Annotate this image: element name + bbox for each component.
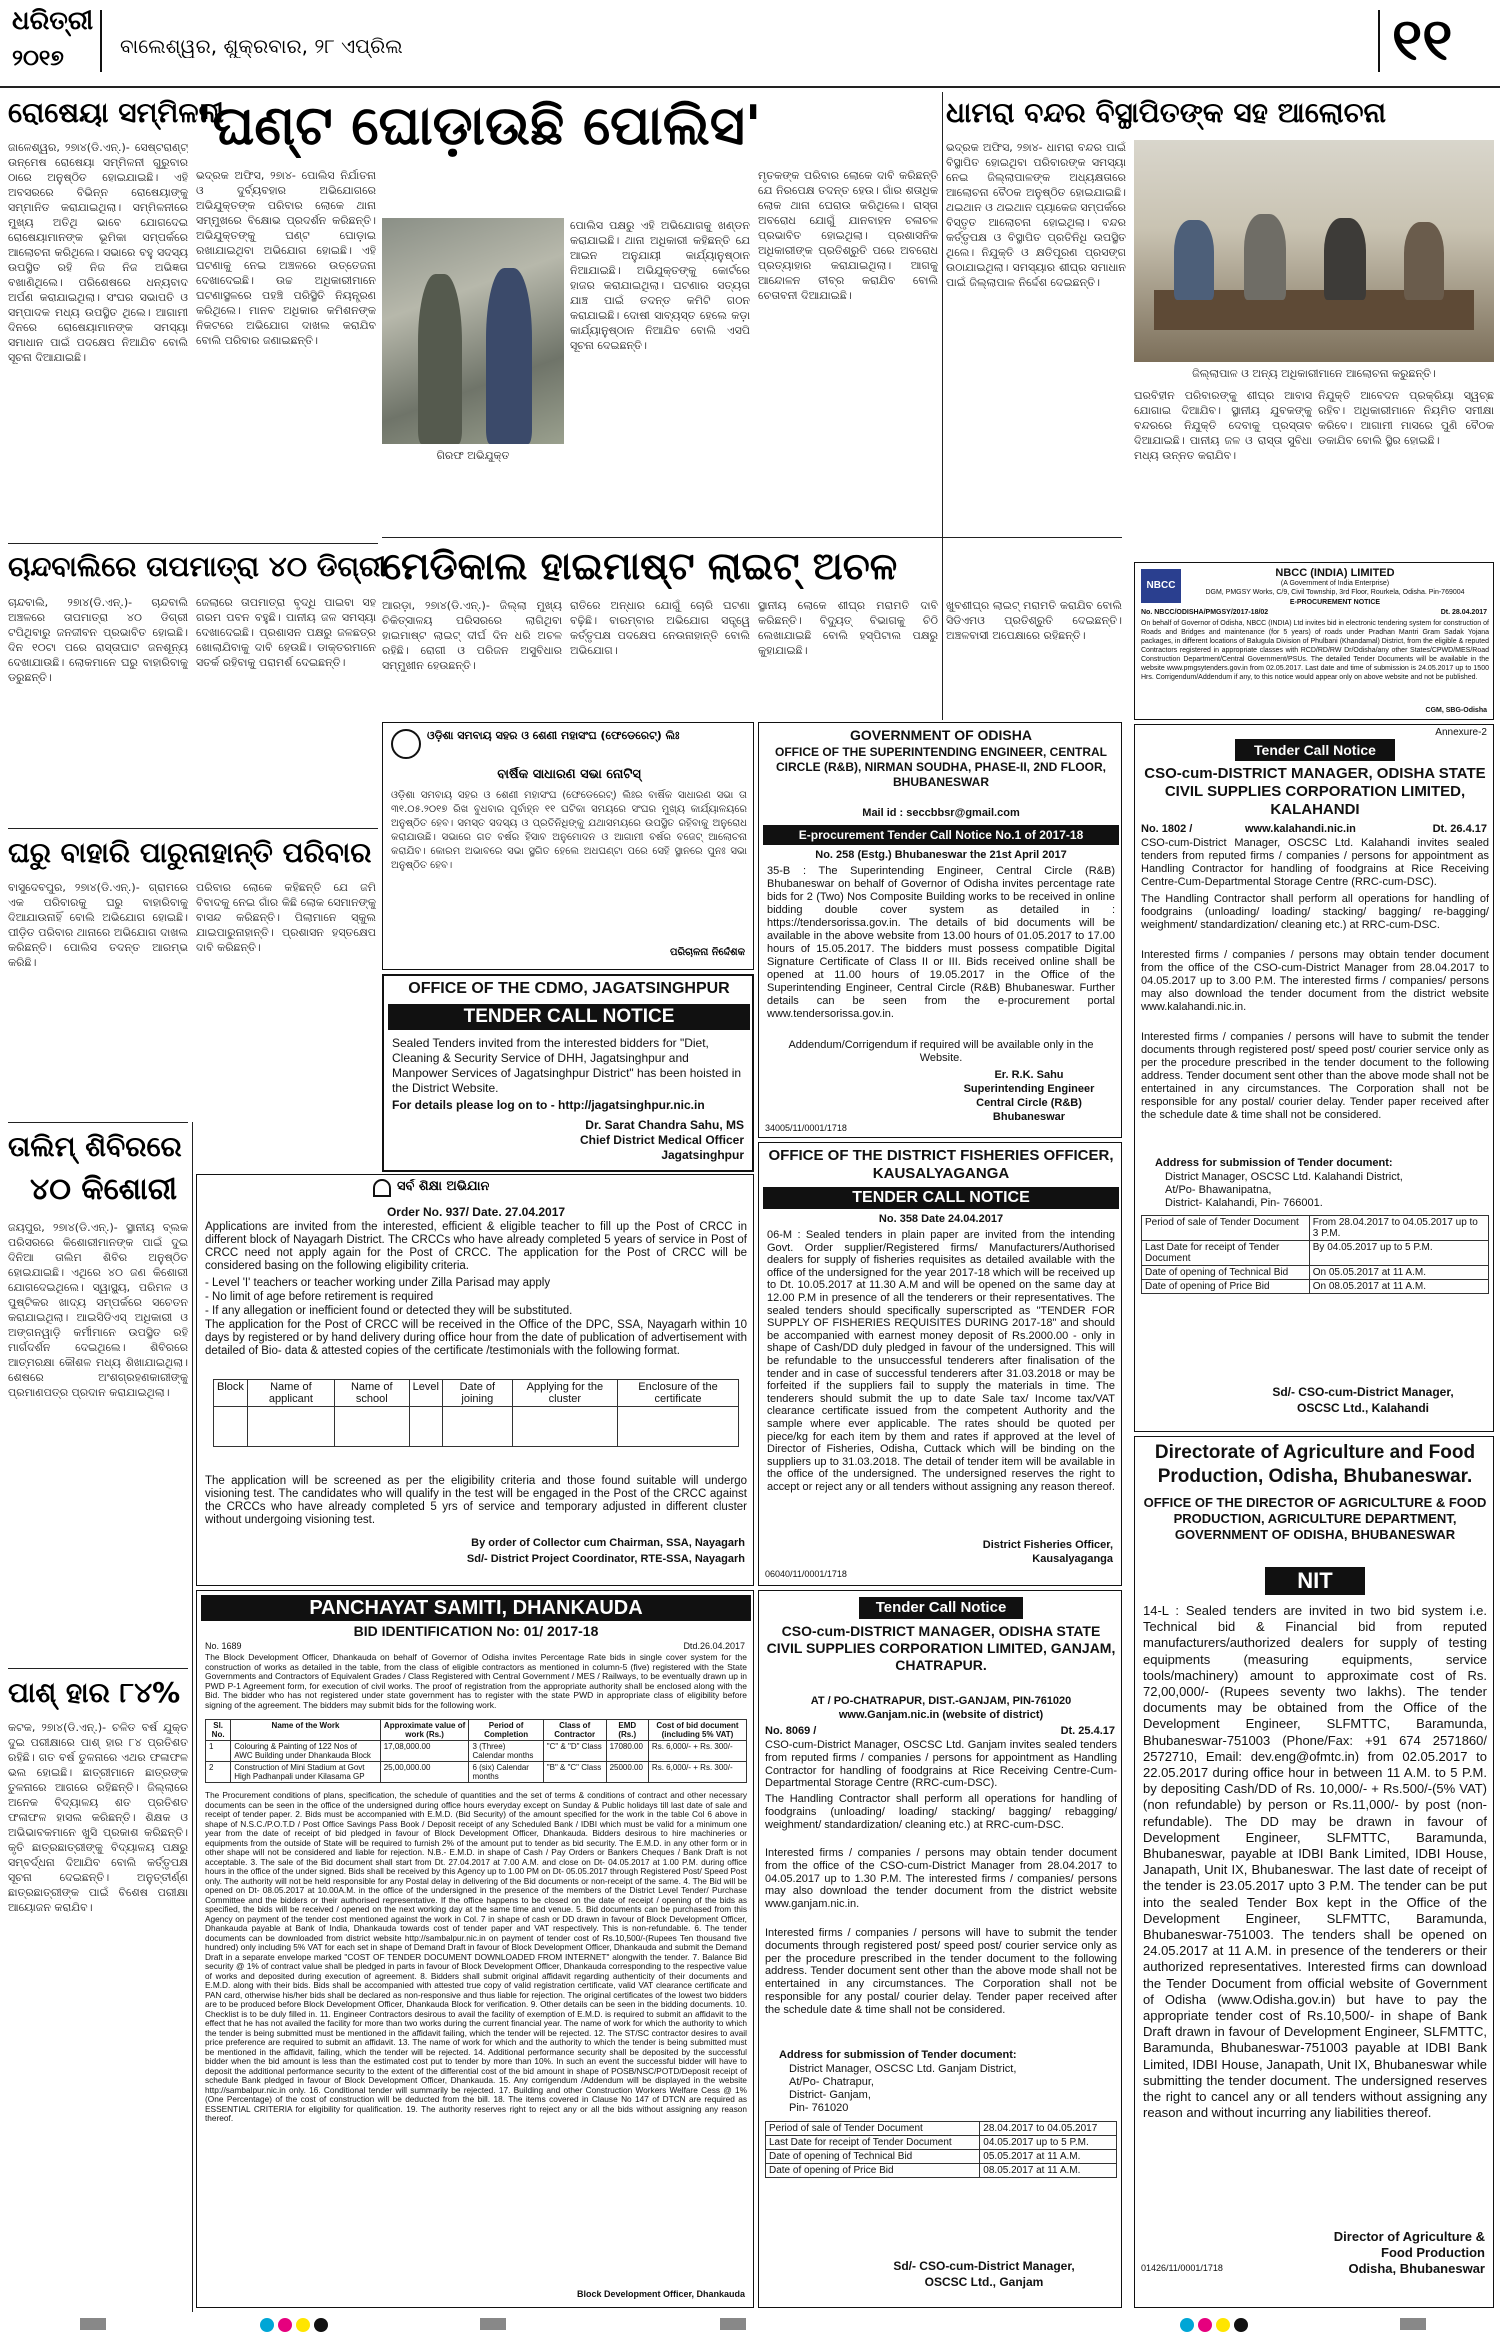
- ssa-col-enclosure: Enclosure of the certificate: [618, 1380, 739, 1407]
- agriculture-body: 14-L : Sealed tenders are invited in two bid system i.e. Technical bid & Financial bid from reputed manufacturers/authorized dealers for supply of testing equipments (measuring equipments, service tools/machinery) amount to approximate cost of Rs. 72,00,000/- (Rupees seventy two lakhs). The tender documents may be obtained from the Office of the Development Engineer, SLFMTTC, Baramunda, Bhubaneswar-751003 (Phone/Fax: +91 674 2571860/ 2572710, Email: dev.eng@ofmtc.in) from 02.05.2017 to 22.05.2017 during office hour in between 11 A.M. to 5 P.M. by depositing Cash/DD of Rs. 10,000/- + Rs.500/-(5% VAT) (non refundable) by person or Rs.11,000/- by post (non-refundable). The DD may be drawn in favour of Development Engineer, SLFMTTC, Baramunda, Bhubaneswar, payable at IDBI Bank Limited, IDBI House, Janapath, Unit IX, Bhubaneswar. The last date of receipt of the tender is 23.05.2017 upto 3 P.M. The tender can be put into the sealed Tender Box kept in the Office of the Development Engineer, SLFMTTC, Baramunda, Bhubaneswar-751003. The tenders shall be opened on 24.05.2017 at 11 A.M. in presence of the tenderers or their authorized representatives. Interested firms can download the Tender Document from official website of Government of Odisha (www.Odisha.gov.in) but have to pay the appropriate tender cost of Rs.10,500/- in shape of Bank Draft drawn in favour of Development Engineer, SLFMTTC, Baramunda, Bhubaneswar-751003 payable at IDBI Bank Limited, IDBI House, Janapath, Unit IX, Bhubaneswar while submitting the tender document. The undersigned reserves the right to cancel any or all tenders without assigning any reason and without incurring any liabilities thereof.: [1143, 1603, 1487, 2121]
- cooperative-signoff: ପରିଚାଳନା ନିର୍ଦ୍ଦେଶକ: [670, 947, 745, 958]
- table-cell: Colouring & Painting of 122 Nos of AWC Building under Dhankauda Block: [231, 1741, 380, 1762]
- headline-dhamra: ଧାମରା ବନ୍ଦର ବିସ୍ଥାପିତଙ୍କ ସହ ଆଲୋଚନା: [946, 96, 1387, 129]
- story-family-text: ବାସୁଦେବପୁର, ୨୭ା୪(ଡି.ଏନ୍.)- ଗ୍ରାମରେ ଏକ ପରିବାରକୁ ଘରୁ ବାହାରିବାକୁ ଦିଆଯାଉନାହିଁ ବୋଲି ଅଭିଯୋଗ ହୋଇଛି। ପୀଡ଼ିତ ପରିବାର ଥାନାରେ ଅଭିଯୋଗ ଦାଖଲ କରିଛନ୍ତି। ପୋଲିସ ତଦନ୍ତ ଆରମ୍ଭ କରିଛି।: [8, 881, 188, 969]
- panchayat-col-cost: Cost of bid document (including 5% VAT): [648, 1720, 746, 1741]
- table-row: [206, 1741, 747, 1762]
- schedule-label: Period of sale of Tender Document: [1142, 1216, 1310, 1241]
- kalahandi-website[interactable]: www.kalahandi.nic.in: [1245, 823, 1356, 835]
- table-row: [766, 2150, 1117, 2164]
- rule-left-2: [8, 828, 378, 829]
- cdmo-sign-3: Jagatsinghpur: [661, 1148, 744, 1162]
- kalahandi-address-2: At/Po- Bhawanipatna,: [1165, 1184, 1272, 1196]
- agriculture-title: Directorate of Agriculture and Food Production, Odisha, Bhubaneswar.: [1154, 1442, 1476, 1487]
- agriculture-sign-3: Odisha, Bhubaneswar: [1348, 2261, 1485, 2276]
- ganjam-address: AT / PO-CHATRAPUR, DIST.-GANJAM, PIN-761020: [810, 1695, 1072, 1707]
- registration-grey-2: [480, 2318, 506, 2330]
- photo-caption-right: ଜିଲ୍ଲାପାଳ ଓ ଅନ୍ୟ ଅଧିକାରୀମାନେ ଆଲୋଚନା କରୁଛନ୍ତି।: [1192, 367, 1436, 380]
- ganjam-body-2: The Handling Contractor shall perform all operations for handling of foodgrains (unloading/ loading/ stacking/ bagging/ rebagging/ weighment/ standardization/ cleaning etc.) at RRC-cum-DSC.: [765, 1793, 1117, 1831]
- story-dhamra-col2: ଘରବିହୀନ ପରିବାରଙ୍କୁ ଶୀଘ୍ର ଆବାସ ଯୋଗାଇ ଦିଆଯିବ। ସ୍ଥାନୀୟ ଯୁବକଙ୍କୁ ବନ୍ଦରରେ ନିଯୁକ୍ତି ଦେବାକୁ ପ୍ରସ୍ତାବ ଦିଆଯାଇଛି। ପାନୀୟ ଜଳ ଓ ରାସ୍ତା ସୁବିଧା ମଧ୍ୟ ଉନ୍ନତ କରାଯିବ।: [1134, 389, 1312, 462]
- notice-oscsc-ganjam: [758, 1590, 1122, 2308]
- photo-person-4: [1404, 222, 1444, 300]
- kalahandi-schedule-table: [1141, 1215, 1489, 1294]
- table-cell: 25,00,000.00: [380, 1762, 469, 1783]
- panchayat-subtitle: BID IDENTIFICATION No: 01/ 2017-18: [353, 1623, 599, 1639]
- registration-magenta-2: [1198, 2318, 1212, 2332]
- table-cell: 2: [206, 1762, 231, 1783]
- kalahandi-body-3: Interested firms / companies / persons may obtain tender document from the office of the CSO-cum-District Manager from 28.04.2017 to 04.05.2017 up to 3.00 P.M. The interested firms / companies/ persons may also download the tender document from the district website www.kalahandi.nic.in.: [1141, 949, 1489, 1013]
- rule-left-4: [8, 1668, 188, 1669]
- cdmo-office: OFFICE OF THE CDMO, JAGATSINGHPUR: [408, 980, 730, 997]
- nbcc-signoff: CGM, SBG-Odisha: [1425, 707, 1487, 714]
- ssa-col-block: Block: [214, 1380, 248, 1407]
- ganjam-schedule: [765, 2121, 1117, 2178]
- table-cell: 6 (six) Calendar months: [469, 1762, 543, 1783]
- fisheries-title: OFFICE OF THE DISTRICT FISHERIES OFFICER, KAUSALYAGANGA: [768, 1147, 1114, 1182]
- schedule-value: From 28.04.2017 to 04.05.2017 up to 3 P.M.: [1309, 1216, 1488, 1241]
- ssa-criteria-3: - If any allegation or inefficient found or detected they will be substituted.: [205, 1305, 573, 1317]
- kalahandi-address-3: District- Kalahandi, Pin- 766001.: [1165, 1197, 1323, 1209]
- headline-training-1: ତାଲିମ୍ ଶିବିରରେ: [8, 1130, 182, 1163]
- registration-magenta-1: [278, 2318, 292, 2332]
- nbcc-address: DGM, PMGSY Works, C/9, Civil Township, 3rd Floor, Rourkela, Odisha. Pin-769004: [1205, 589, 1465, 596]
- story-medical-col4: ଖୁବଶୀଘ୍ର ଲାଇଟ୍ ମରାମତି କରାଯିବ ବୋଲି ସିଡିଏମଓ ପ୍ରତିଶ୍ରୁତି ଦେଇଛନ୍ତି। ଅଞ୍ଚଳବାସୀ ଅପେକ୍ଷାରେ ରହିଛନ୍ତି।: [946, 599, 1122, 642]
- ganjam-address-1: District Manager, OSCSC Ltd. Ganjam District,: [789, 2063, 1017, 2075]
- table-row: [1142, 1266, 1489, 1280]
- ganjam-body-3: Interested firms / companies / persons may obtain tender document from the office of the CSO-cum-District Manager from 28.04.2017 to 04.05.2017 up to 1.30 P.M. The interested firms / companies/ persons may also download the tender document from the district website www.ganjam.nic.in.: [765, 1847, 1117, 1911]
- schedule-label: Last Date for receipt of Tender Document: [1142, 1241, 1310, 1266]
- ganjam-address-2: At/Po- Chatrapur,: [789, 2076, 874, 2088]
- panchayat-works-table: [205, 1719, 747, 1783]
- kalahandi-body-2: The Handling Contractor shall perform all operations for handling of foodgrains (unloading/ loading/ stacking/ bagging/ re-bagging/ weighment/ standardization/ cleaning etc.) at RRC-cum-DSC.: [1141, 893, 1489, 931]
- registration-cyan-2: [1180, 2318, 1194, 2332]
- table-cell: 17080.00: [606, 1741, 648, 1762]
- registration-cyan-1: [260, 2318, 274, 2332]
- headline-training-2: ୪୦ କିଶୋରୀ: [30, 1172, 178, 1207]
- schedule-value: 05.05.2017 at 11 A.M.: [980, 2150, 1117, 2164]
- ganjam-date: Dt. 25.4.17: [1060, 1725, 1115, 1737]
- masthead-divider-right: [1378, 10, 1380, 72]
- story-medical-col1: ଆରଡ଼ା, ୨୭ା୪(ଡି.ଏନ୍.)- ଜିଲ୍ଲା ମୁଖ୍ୟ ଚିକିତ୍ସାଳୟ ପରିସରରେ ଲାଗିଥିବା ହାଇମାଷ୍ଟ ଲାଇଟ୍ ଦୀର୍ଘ ଦିନ ଧରି ଅଚଳ ରହିଛି। ରୋଗୀ ଓ ପରିଜନ ଅସୁବିଧାର ସମ୍ମୁଖୀନ ହେଉଛନ୍ତି।: [382, 599, 562, 672]
- cdmo-website-line[interactable]: For details please log on to - http://jagatsinghpur.nic.in: [392, 1098, 705, 1112]
- ganjam-title: CSO-cum-DISTRICT MANAGER, ODISHA STATE CIVIL SUPPLIES CORPORATION LIMITED, GANJAM, CHATRAPUR.: [766, 1623, 1116, 1673]
- notice-nbcc: [1134, 562, 1494, 720]
- registration-yellow-2: [1216, 2318, 1230, 2332]
- ssa-col-cluster: Applying for the cluster: [512, 1380, 617, 1407]
- story-roshoya-text: ଜାଳେଶ୍ୱର, ୨୭ା୪(ଡି.ଏନ୍.)- ସେଷ୍ଟରାଣ୍ଟ୍ ଉନ୍ମେଷ ରୋଷେୟା ସମ୍ମିଳନୀ ଗୁରୁବାର ଠାରେ ଅନୁଷ୍ଠିତ ହୋଇଯାଇଛି। ଏହି ଅବସରରେ ବିଭିନ୍ନ ରୋଷେୟାଙ୍କୁ ସମ୍ମାନିତ କରାଯାଇଥିଲା। ସମ୍ମିଳନୀରେ ମୁଖ୍ୟ ଅତିଥି ଭାବେ ଯୋଗଦେଇ ରୋଷେୟାମାନଙ୍କ ଭୂମିକା ସମ୍ପର୍କରେ ଆଲୋଚନା କରିଥିଲେ। ସଭାରେ ବହୁ ସଦସ୍ୟ ଉପସ୍ଥିତ ରହି ନିଜ ନିଜ ଅଭିଜ୍ଞତା ବଖାଣିଥିଲେ। ପରିଶେଷରେ ଧନ୍ୟବାଦ ଅର୍ପଣ କରାଯାଇଥିଲା। ସଂଘର ସଭାପତି ଓ ସମ୍ପାଦକ ମଧ୍ୟ ଉପସ୍ଥିତ ଥିଲେ। ଆଗାମୀ ଦିନରେ ରୋଷେୟାମାନଙ୍କ ସମସ୍ୟା ସମାଧାନ ପାଇଁ ପଦକ୍ଷେପ ନିଆଯିବ ବୋଲି ସୂଚନା ଦିଆଯାଇଛି।: [8, 141, 188, 364]
- panchayat-col-work: Name of the Work: [231, 1720, 380, 1741]
- rnb-sign-3: Central Circle (R&B): [976, 1097, 1082, 1109]
- table-row: [766, 2122, 1117, 2136]
- table-row: [214, 1407, 739, 1447]
- rnb-title-1: GOVERNMENT OF ODISHA: [849, 727, 1032, 743]
- kalahandi-title: CSO-cum-DISTRICT MANAGER, ODISHA STATE CIVIL SUPPLIES CORPORATION LIMITED, KALAHANDI: [1144, 765, 1486, 818]
- kalahandi-address-1: District Manager, OSCSC Ltd. Kalahandi District,: [1165, 1171, 1403, 1183]
- rnb-code: 34005/11/0001/1718: [765, 1123, 847, 1133]
- story-family-text-2: ପରିବାର ଲୋକେ କହିଛନ୍ତି ଯେ ଜମି ବିବାଦକୁ ନେଇ ଗାଁର କିଛି ଲୋକ ସେମାନଙ୍କୁ ବାସନ୍ଦ କରିଛନ୍ତି। ପିଲାମାନେ ସ୍କୁଲ ଯାଇପାରୁନାହାନ୍ତି। ପ୍ରଶାସନ ହସ୍ତକ୍ଷେପ ଦାବି କରିଛନ୍ତି।: [196, 881, 376, 954]
- notice-oscsc-kalahandi: [1134, 724, 1494, 1432]
- kalahandi-address-heading: Address for submission of Tender document:: [1155, 1157, 1393, 1169]
- table-row: [206, 1762, 747, 1783]
- headline-medical: ମେଡିକାଲ ହାଇମାଷ୍ଟ ଲାଇଟ୍ ଅଚଳ: [382, 544, 898, 588]
- agriculture-code: 01426/11/0001/1718: [1141, 2263, 1223, 2273]
- ssa-body-3: The application will be screened as per the eligibility criteria and those found suitable will undergo visioning test. The candidates who will qualify in the test will be engaged in the Post of the CRCC against the CRCCs who have already completed 5 yrs of service and temporary adjusted in different cluster without undergoing visioning test.: [205, 1475, 747, 1526]
- ssa-criteria-1: - Level 'I' teachers or teacher working under Zilla Parisad may apply: [205, 1277, 551, 1289]
- nbcc-ref: No. NBCC/ODISHA/PMGSY/2017-18/02: [1141, 609, 1269, 616]
- rnb-title-2: OFFICE OF THE SUPERINTENDING ENGINEER, CENTRAL CIRCLE (R&B), NIRMAN SOUDHA, PHASE-II, 2ND FLOOR, BHUBANESWAR: [774, 745, 1107, 789]
- dateline: ବାଲେଶ୍ୱର, ଶୁକ୍ରବାର, ୨୮ ଏପ୍ରିଲ: [120, 34, 403, 58]
- ganjam-ref: No. 8069 /: [765, 1725, 817, 1737]
- cooperative-notice-heading: ବାର୍ଷିକ ସାଧାରଣ ସଭା ନୋଟିସ୍: [497, 767, 641, 782]
- story-main-col1: ଭଦ୍ରକ ଅଫିସ, ୨୭ା୪- ପୋଲିସ ନିର୍ଯାତନା ଓ ଦୁର୍ବ୍ୟବହାର ଅଭିଯୋଗରେ ଅଭିଯୁକ୍ତଙ୍କ ପରିବାର ଲୋକେ ଥାନା ସମ୍ମୁଖରେ ବିକ୍ଷୋଭ ପ୍ରଦର୍ଶନ କରିଛନ୍ତି। ଅଭିଯୁକ୍ତଙ୍କୁ ଘଣ୍ଟ ଘୋଡ଼ାଇ ରଖାଯାଇଥିବା ଅଭିଯୋଗ ହୋଇଛି। ଏହି ଘଟଣାକୁ ନେଇ ଅଞ୍ଚଳରେ ଉତ୍ତେଜନା ଦେଖାଦେଇଛି। ଉଚ୍ଚ ଅଧିକାରୀମାନେ ଘଟଣାସ୍ଥଳରେ ପହଞ୍ଚି ପରିସ୍ଥିତି ନିୟନ୍ତ୍ରଣ କରିଥିଲେ। ମାନବ ଅଧିକାର କମିଶନଙ୍କ ନିକଟରେ ଅଭିଯୋଗ ଦାଖଲ କରାଯିବ ବୋଲି ପରିବାର ଜଣାଇଛନ୍ତି।: [196, 169, 376, 347]
- ssa-body-2: The application for the Post of CRCC will be received in the Office of the DPC, SSA, Nayagarh within 10 days by registered or by hand delivery during office hour from the date of publication of advertisement with detailed of Bio- data & attested copies of the certificate /testimonials with the following format.: [205, 1319, 747, 1357]
- ssa-col-level: Level: [409, 1380, 442, 1407]
- table-header-row: [214, 1380, 739, 1407]
- schedule-label: Date of opening of Price Bid: [766, 2164, 980, 2178]
- story-column-rule: [942, 92, 943, 720]
- ganjam-schedule-table: [765, 2121, 1117, 2178]
- fisheries-body: 06-M : Sealed tenders in plain paper are invited from the intending Govt. Order supplier/Registered firms/ Manufacturers/Authorised dealers for supply of fisheries requisites as detailed available with the office of the undersigned for the year 2017-18 which will be received up to Dt. 10.05.2017 at 11.30 A.M and will be opened on the same day at 12.00 P.M in presence of all the tenderers or their representatives. The sealed tenders should specifically superscripted as "TENDER FOR SUPPLY OF FISHERIES REQUISITES DURING 2017-18" and should be accompanied with earnest money deposit of Rs.2000.00 - only in shape of Cash/DD duly pledged in favour of the undersigned. This will be refundable to the unsuccessful tenderers after finalisation of the tender and in case of successful tenderers after 31.03.2018 or may be forfeited if the suppliers fail to supply the materials in time. The tenderers should submit the up to date Sale tax/ Income tax/VAT clearance certificate issued from the competent Authority and the sample where ever applicable. The rates should be quoted per piece/kg for each item by them and rates if approved at the level of Director of Fisheries, Odisha, Cuttack which will be binding on the suppliers up to 31.03.2018. The detail of tender item will be available in the office of the undersigned. The undersigned reserves the right to accept or reject any or all tenders without assigning any reason thereof.: [767, 1229, 1115, 1493]
- table-cell: 17,08,000.00: [380, 1741, 469, 1762]
- table-row: [766, 2164, 1117, 2178]
- panchayat-body: The Block Development Officer, Dhankauda on behalf of Governor of Odisha invites Percentage Rate bids in single cover system for the construction of works as detailed in the table, from the class of eligible contractors as mentioned in column-5 (five) registered with the State Governments and Contractors of Equivalent Grades / Class Registered with Central Government / MES / Railways, to be eventually drawn up in PWD P-1 Agreement form, for execution of civil works. The proof of registration from the appropriate authority shall be enclosed along with the Bid. The bidder who has not registered under state government has to register with the state PWD in appropriate class of eligibility before signing of the agreement. The bidders may submit bids for the following work.: [205, 1653, 747, 1710]
- ganjam-body-1: CSO-cum-District Manager, OSCSC Ltd. Ganjam invites sealed tenders from reputed firms / companies / persons for appointment as Handling Contractor for handling of foodgrains at Rice Receiving Centre-Cum-Departmental Storage Centre (RRC-cum-DSC).: [765, 1739, 1117, 1790]
- ssa-logo-icon: [373, 1179, 391, 1197]
- schedule-value: 28.04.2017 to 04.05.2017: [980, 2122, 1117, 2136]
- ganjam-website[interactable]: www.Ganjam.nic.in (website of district): [838, 1709, 1044, 1721]
- fisheries-code: 06040/11/0001/1718: [765, 1569, 847, 1579]
- rnb-sign-4: Bhubaneswar: [992, 1111, 1066, 1123]
- panchayat-fine-print: The Procurement conditions of plans, specification, the schedule of quantities and the set of terms & conditions of contract and other necessary documents can be seen in the office of the undersigned during office hours everyday except on Sunday & Public holidays till last date of sale and receipt of tender paper. 2. Bids must be accompanied with E.M.D. (Bid Security) of the amount specified for the work in the table Col 6 above in shape of N.S.C./P.O.T.D / Post Office Savings Pass Book / Deposit receipt of any Scheduled Bank / IDBI which must be valid for a minimum one year from the date of receipt of bid pledged in favour of Block Development Officer, Dhankauda. Bidders desirous to hire machineries or equipments from the outside of State will be required to furnish 2% of the amount put to tender as bid security. The E.M.D. in any other form or in other shape will not be considered and liable for rejection. N.B.- E.M.D. in shape of Cash / Pay Orders or Bankers Cheques / Bank Draft is not acceptable. 3. The sale of the Bid document shall start from Dt. 27.04.2017 at 7.00 A.M. and close on Dt- 04.05.2017 at 1.00 P.M. during office hours in the office of the under signed. Bids shall be received by this Agency up to 1.00 PM on Dt- 05.05.2017 through Registered Post/ Speed Post only. The authority will not be held responsible for any Postal delay in delivering of the Bid documents or non-receipt of the same. 4. The Bid will be opened on Dt- 08.05.2017 at 10.00A.M. in the office of the undersigned in the presence of the members of the District Level Tender/ Purchase Committee and the bidders or their authorised representative. If the office happens to be closed on the date of receipt / opening of the bids as specified, the bids will be received / opened on the next working day at the same time and venue. 5. Bid documents can be purchased from this Agency on payment of the tender cost mentioned against the work in Col. 7 in shape of cash or DD drawn in favour of Block Development Officer, Dhankauda payable at Bank of India, Dhankauda towards cost of tender paper and VAT respectively. This is non-refundable. 6. The tender documents can be downloaded from district website http://sambalpur.nic.in on payment of tender cost of Rs.10,500/-(Rupees Ten thousand five hundred) only including 5% VAT for each set in shape of Demand Draft in favour of Block Development Officer, Dhankauda and submit the Demand Draft in a separate envelope marked "COST OF TENDER DOCUMENT DOWNLOADED FROM INTERNET" alongwith the tender. 7. Balance Bid security @ 1% of contract value shall be pledged in parts in favour of Block Development Officer, Dhankauda corresponding to the respective value of works and deposited during execution of agreement. 8. Bidders shall submit original affidavit regarding authenticity of their documents and E.M.D. along with their bids. Bids shall be accompanied with attested true copy of valid registration certificate, valid VAT clearance certificate and PAN card, otherwise his/her bids shall be declared as non-responsive and thus liable for rejection. The original certificates of the lowest two bidders are to be produced before Block Development Officer, Dhankauda Block for verification. 9. Other details can be seen in the bidding documents. 10. Checklist is to be duly filled in. 11. Engineer Contractors desirous to avail the facility of exemption of E.M.D. is required to submit an affidavit to the effect that he has not availed the facility for more than two works during the current financial year. The name of work for which the authority to which the tender is being submitted must be mentioned in the affidavit failing, which the tender will be rejected. 12. The ST/SC contractor desires to avail price preference are required to submit an affidavit. 13. The name of work for which and the authority to which the tender is being submitted must be mentioned in the affidavit, failing, which the tender will be rejected. 14. Additional performance security shall be deposited by the successful bidder when the bid amount is less than the estimated cost put to tender by more than 10%. In such an event the successful bidder will have to deposit the additional performance security to the extent of the differential cost of the bid amount in shape of POSB/NSC/POTD/Deposit receipt of schedule Bank pledged in favour of Block Development Officer, Dhankauda. 15. Any corrigendum /Addendum will be displayed in the website http://sambalpur.nic.in only. 16. Conditional tender will summarily be rejected. 17. Building and other Construction Workers Welfare Cess @ 1% (One Percentage) of the cost of construction will be deducted from the bill. 18. The items covered in Clause No 147 of DTCN are required as ESSENTIAL CRITERIA for eligibility for qualification. 19. The authority reserves right to reject any or all the bids without assigning any reason thereof.: [205, 1791, 747, 2123]
- paper-name: ଧରିତ୍ରୀ: [12, 6, 94, 36]
- story-main-col2: ପୋଲିସ ପକ୍ଷରୁ ଏହି ଅଭିଯୋଗକୁ ଖଣ୍ଡନ କରାଯାଇଛି। ଥାନା ଅଧିକାରୀ କହିଛନ୍ତି ଯେ ଆଇନ ଅନୁଯାୟୀ କାର୍ଯ୍ୟାନୁଷ୍ଠାନ ନିଆଯାଇଛି। ଅଭିଯୁକ୍ତଙ୍କୁ କୋର୍ଟରେ ହାଜର କରାଯାଇଥିଲା। ଘଟଣାର ସତ୍ୟତା ଯାଞ୍ଚ ପାଇଁ ତଦନ୍ତ କମିଟି ଗଠନ କରାଯାଇଛି। ଦୋଷୀ ସାବ୍ୟସ୍ତ ହେଲେ କଡ଼ା କାର୍ଯ୍ୟାନୁଷ୍ଠାନ ନିଆଯିବ ବୋଲି ଏସପି ସୂଚନା ଦେଇଛନ୍ତି।: [570, 219, 750, 352]
- table-row: [1142, 1280, 1489, 1294]
- story-dhamra-col1: ଭଦ୍ରକ ଅଫିସ, ୨୭ା୪- ଧାମରା ବନ୍ଦର ପାଇଁ ବିସ୍ଥାପିତ ହୋଇଥିବା ପରିବାରଙ୍କ ସମସ୍ୟା ନେଇ ଜିଲ୍ଲାପାଳଙ୍କ ଅଧ୍ୟକ୍ଷତାରେ ଆଲୋଚନା ବୈଠକ ଅନୁଷ୍ଠିତ ହୋଇଯାଇଛି। ଥଇଥାନ ଓ ଥଇଥାନ ପ୍ୟାକେଜ ସମ୍ପର୍କରେ ବିସ୍ତୃତ ଆଲୋଚନା ହୋଇଥିଲା। ବନ୍ଦର କର୍ତ୍ତୃପକ୍ଷ ଓ ବିସ୍ଥାପିତ ପ୍ରତିନିଧି ଉପସ୍ଥିତ ଥିଲେ। ନିଯୁକ୍ତି ଓ କ୍ଷତିପୂରଣ ପ୍ରସଙ୍ଗ ଉଠାଯାଇଥିଲା। ସମସ୍ୟାର ଶୀଘ୍ର ସମାଧାନ ପାଇଁ ଜିଲ୍ଲାପାଳ ନିର୍ଦ୍ଦେଶ ଦେଇଛନ୍ତି।: [946, 141, 1126, 289]
- schedule-value: 04.05.2017 up to 5 P.M.: [980, 2136, 1117, 2150]
- registration-grey-3: [720, 2318, 746, 2330]
- kalahandi-body-1: CSO-cum-District Manager, OSCSC Ltd. Kalahandi invites sealed tenders from reputed firms / companies / persons for appointment as Handling Contractor for handling of foodgrains at Rice Receiving Centre-Cum-Departmental Storage Centre (RRC-cum-DSC).: [1141, 837, 1489, 888]
- ssa-col-school: Name of school: [334, 1380, 409, 1407]
- agriculture-subtitle: OFFICE OF THE DIRECTOR OF AGRICULTURE & FOOD PRODUCTION, AGRICULTURE DEPARTMENT, GOVERNMENT OF ODISHA, BHUBANESWAR: [1143, 1495, 1487, 1542]
- cdmo-sign-1: Dr. Sarat Chandra Sahu, MS: [585, 1118, 744, 1132]
- ganjam-bar: Tender Call Notice: [859, 1597, 1023, 1619]
- rnb-ref: No. 258 (Estg.) Bhubaneswar the 21st April 2017: [815, 849, 1067, 861]
- panchayat-ref: No. 1689: [205, 1641, 242, 1651]
- ganjam-address-3: District- Ganjam,: [789, 2089, 871, 2101]
- fisheries-sign-1: District Fisheries Officer,: [982, 1539, 1113, 1551]
- notice-fisheries: [758, 1142, 1122, 1586]
- table-row: [766, 2136, 1117, 2150]
- schedule-label: Date of opening of Price Bid: [1142, 1280, 1310, 1294]
- photo-person-2: [1244, 214, 1286, 300]
- panchayat-col-sl: Sl. No.: [206, 1720, 231, 1741]
- table-cell: 1: [206, 1741, 231, 1762]
- rnb-mail[interactable]: Mail id : seccbbsr@gmail.com: [862, 807, 1020, 819]
- cdmo-sign-2: Chief District Medical Officer: [579, 1133, 744, 1147]
- photo-caption-main: ଗିରଫ ଅଭିଯୁକ୍ତ: [436, 449, 510, 462]
- table-cell: "C" & "D" Class: [543, 1741, 606, 1762]
- panchayat-col-emd: EMD (Rs.): [606, 1720, 648, 1741]
- photo-figure-1: [418, 274, 462, 444]
- notice-rnb-circle: [758, 722, 1122, 1138]
- ganjam-address-4: Pin- 761020: [789, 2102, 849, 2114]
- rnb-body: 35-B : The Superintending Engineer, Central Circle (R&B) Bhubaneswar on behalf of Governor of Odisha invites percentage rate bids for 2 (Two) Nos Composite Building works to be received in online bidding double cover system as detailed in : https://tendersorissa.gov.in. The details of bid documents will be available in the above website from 13.00 hours of 01.05.2017 to 17.00 hours of 15.05.2017. The bidders must possess compatible Digital Signature Certificate of Class II or III. Bids received online shall be opened at 11.00 hours of 19.05.2017 in the Office of the Superintending Engineer, Central Circle (R&B) Bhubaneswar. Further details can be seen from the e-procurement portal www.tendersorissa.gov.in.: [767, 865, 1115, 1020]
- notice-cdmo: [382, 974, 754, 1172]
- table-row: [1142, 1216, 1489, 1241]
- ganjam-body-4: Interested firms / companies / persons will have to submit the tender documents through registered post/ speed post/ courier service only as per the procedure prescribed in the tender document to the following address. Tender document sent other than the above mode shall not be entertained in any circumstances. The Corporation shall not be responsible for any postal/ courier delay. Tender paper received after the schedule date & time shall not be considered.: [765, 1927, 1117, 2016]
- cooperative-logo: [391, 729, 421, 759]
- fisheries-sign-2: Kausalyaganga: [1032, 1553, 1113, 1565]
- registration-grey-1: [80, 2318, 106, 2330]
- registration-black-1: [314, 2318, 328, 2332]
- ssa-sign-1: By order of Collector cum Chairman, SSA, Nayagarh: [471, 1537, 745, 1549]
- notice-ssa: [196, 1174, 754, 1586]
- schedule-label: Date of opening of Technical Bid: [1142, 1266, 1310, 1280]
- rule-medical-top: [382, 537, 1122, 538]
- ssa-order: Order No. 937/ Date. 27.04.2017: [386, 1205, 566, 1219]
- table-cell: 25000.00: [606, 1762, 648, 1783]
- ssa-format-table: [213, 1379, 739, 1447]
- fisheries-ref: No. 358 Date 24.04.2017: [878, 1213, 1004, 1225]
- left-column-rule: [192, 1122, 193, 2312]
- kalahandi-sign-1: Sd/- CSO-cum-District Manager,: [1272, 1385, 1454, 1399]
- story-temperature-text-2: ଜେଲାରେ ତାପମାତ୍ରା ବୃଦ୍ଧି ପାଇବା ସହ ଗରମ ପବନ ବହୁଛି। ପାନୀୟ ଜଳ ସମସ୍ୟା ଦେଖାଦେଇଛି। ପ୍ରଶାସନ ପକ୍ଷରୁ ଜଳଛତ୍ର ଖୋଲାଯିବାକୁ ଦାବି ହେଉଛି। ଡାକ୍ତରମାନେ ସତର୍କ ରହିବାକୁ ପରାମର୍ଶ ଦେଇଛନ୍ତି।: [196, 596, 376, 669]
- agriculture-sign-2: Food Production: [1381, 2245, 1485, 2260]
- nbcc-notice-type: E-PROCUREMENT NOTICE: [1289, 599, 1381, 606]
- panchayat-table-wrap: [205, 1719, 747, 1783]
- panchayat-col-class: Class of Contractor: [543, 1720, 606, 1741]
- page-number: ୧୧: [1392, 6, 1453, 72]
- nbcc-title: NBCC (INDIA) LIMITED: [1275, 567, 1395, 579]
- nbcc-logo: NBCC: [1141, 569, 1181, 603]
- story-temperature-text: ଚାନ୍ଦବାଲି, ୨୭ା୪(ଡି.ଏନ୍.)- ଚାନ୍ଦବାଲି ଅଞ୍ଚଳରେ ତାପମାତ୍ରା ୪୦ ଡିଗ୍ରୀ ଟପିଥିବାରୁ ଜନଜୀବନ ପ୍ରଭାବିତ ହୋଇଛି। ଦିନ ୧୦ଟା ପରେ ରାସ୍ତାଘାଟ ଜନଶୂନ୍ୟ ଦେଖାଯାଉଛି। ଲୋକମାନେ ଘରୁ ବାହାରିବାକୁ ଡରୁଛନ୍ତି।: [8, 596, 188, 684]
- panchayat-date: Dtd.26.04.2017: [683, 1641, 745, 1651]
- ganjam-sign-1: Sd/- CSO-cum-District Manager,: [893, 2259, 1075, 2273]
- table-cell: Construction of Mini Stadium at Govt High Padhanpali under Kilasama GP: [231, 1762, 380, 1783]
- ssa-body: Applications are invited from the interested, efficient & eligible teacher to fill up the Post of CRCC in different block of Nayagarh District. The CRCCs who have already completed 5 years of service in Post of CRCC need not apply again for the Post of CRCC. The application for the Post of CRCC will be considered basing on the following eligibility criteria.: [205, 1221, 747, 1272]
- rnb-addendum: Addendum/Corrigendum if required will be available only in the Website.: [788, 1039, 1094, 1064]
- ssa-criteria-2: - No limit of age before retirement is required: [205, 1291, 434, 1303]
- notice-agriculture: [1134, 1436, 1494, 2308]
- rnb-sign-1: Er. R.K. Sahu: [994, 1069, 1064, 1081]
- panchayat-signoff: Block Development Officer, Dhankauda: [576, 2289, 745, 2299]
- nbcc-subtitle: (A Government of India Enterprise): [1280, 580, 1390, 587]
- panchayat-col-period: Period of Completion: [469, 1720, 543, 1741]
- registration-black-2: [1234, 2318, 1248, 2332]
- photo-accused: [382, 218, 564, 444]
- photo-person-3: [1324, 218, 1366, 300]
- photo-person-1: [1174, 220, 1214, 300]
- agriculture-nit: NIT: [1265, 1567, 1365, 1595]
- story-training-text: ଜୟପୁର, ୨୭ା୪(ଡି.ଏନ୍.)- ସ୍ଥାନୀୟ ବ୍ଲକ ପରିସରରେ କିଶୋରୀମାନଙ୍କ ପାଇଁ ଦୁଇ ଦିନିଆ ତାଲିମ ଶିବିର ଅନୁଷ୍ଠିତ ହୋଇଯାଇଛି। ଏଥିରେ ୪୦ ଜଣ କିଶୋରୀ ଯୋଗଦେଇଥିଲେ। ସ୍ୱାସ୍ଥ୍ୟ, ପରିମଳ ଓ ପୁଷ୍ଟିକର ଖାଦ୍ୟ ସମ୍ପର୍କରେ ସଚେତନ କରାଯାଇଥିଲା। ଆଇସିଡିଏସ୍ ଅଧିକାରୀ ଓ ଅଙ୍ଗନୱାଡ଼ି କର୍ମୀମାନେ ଉପସ୍ଥିତ ରହି ମାର୍ଗଦର୍ଶନ ଦେଇଥିଲେ। ଶିବିରରେ ଆତ୍ମରକ୍ଷା କୌଶଳ ମଧ୍ୟ ଶିଖାଯାଇଥିଲା। ଶେଷରେ ଅଂଶଗ୍ରହଣକାରୀଙ୍କୁ ପ୍ରମାଣପତ୍ର ପ୍ରଦାନ କରାଯାଇଥିଲା।: [8, 1221, 188, 1399]
- schedule-value: 08.05.2017 at 11 A.M.: [980, 2164, 1117, 2178]
- ssa-col-joining: Date of joining: [442, 1380, 512, 1407]
- cooperative-title: ଓଡ଼ିଶା ସମବାୟ ସହର ଓ ଶେଣୀ ମହାସଂଘ (ଫେଡେରେଟ୍) ଲିଃ: [427, 729, 680, 742]
- story-dhamra-col3: ନିଯୁକ୍ତି ଆବେଦନ ପ୍ରକ୍ରିୟା ସ୍ୱଚ୍ଛ ରହିବ। ଅଧିକାରୀମାନେ ନିୟମିତ ସମୀକ୍ଷା କରିବେ। ଆଗାମୀ ମାସରେ ପୁଣି ବୈଠକ ଡକାଯିବ ବୋଲି ସ୍ଥିର ହୋଇଛି।: [1318, 389, 1494, 447]
- schedule-value: On 05.05.2017 at 11 A.M.: [1309, 1266, 1488, 1280]
- table-cell: Rs. 6,000/- + Rs. 300/-: [648, 1762, 746, 1783]
- rnb-sign-2: Superintending Engineer: [963, 1083, 1095, 1095]
- ssa-col-applicant: Name of applicant: [247, 1380, 334, 1407]
- ganjam-address-heading: Address for submission of Tender document:: [779, 2049, 1017, 2061]
- table-cell: 3 (Three) Calendar months: [469, 1741, 543, 1762]
- table-row: [1142, 1241, 1489, 1266]
- rule-left-3: [8, 1122, 188, 1123]
- kalahandi-annexure: Annexure-2: [1435, 727, 1487, 738]
- story-main-col3: ମୃତକଙ୍କ ପରିବାର ଲୋକେ ଦାବି କରିଛନ୍ତି ଯେ ନିରପେକ୍ଷ ତଦନ୍ତ ହେଉ। ଗାଁର ଶତାଧିକ ଲୋକ ଥାନା ଘେରାଉ କରିଥିଲେ। ରାସ୍ତା ଅବରୋଧ ଯୋଗୁଁ ଯାନବାହନ ଚଳାଚଳ ପ୍ରଭାବିତ ହୋଇଥିଲା। ପ୍ରଶାସନିକ ଅଧିକାରୀଙ୍କ ପ୍ରତିଶ୍ରୁତି ପରେ ଅବରୋଧ ପ୍ରତ୍ୟାହାର କରାଯାଇଥିଲା। ଆଗକୁ ଆନ୍ଦୋଳନ ତୀବ୍ର କରାଯିବ ବୋଲି ଚେତାବନୀ ଦିଆଯାଇଛି।: [758, 169, 938, 302]
- headline-family: ଘରୁ ବାହାରି ପାରୁନାହାନ୍ତି ପରିବାର: [8, 836, 372, 869]
- story-pass-text: କଟକ, ୨୭ା୪(ଡି.ଏନ୍.)- ଚଳିତ ବର୍ଷ ଯୁକ୍ତ ଦୁଇ ପରୀକ୍ଷାରେ ପାଶ୍ ହାର ୮୪ ପ୍ରତିଶତ ରହିଛି। ଗତ ବର୍ଷ ତୁଳନାରେ ଏଥର ଫଳାଫଳ ଭଲ ହୋଇଛି। ଛାତ୍ରୀମାନେ ଛାତ୍ରଙ୍କ ତୁଳନାରେ ଆଗରେ ରହିଛନ୍ତି। ଜିଲ୍ଲାରେ ଅନେକ ବିଦ୍ୟାଳୟ ଶତ ପ୍ରତିଶତ ଫଳାଫଳ ହାସଲ କରିଛନ୍ତି। ଶିକ୍ଷକ ଓ ଅଭିଭାବକମାନେ ଖୁସି ପ୍ରକାଶ କରିଛନ୍ତି। କୃତି ଛାତ୍ରଛାତ୍ରୀଙ୍କୁ ବିଦ୍ୟାଳୟ ପକ୍ଷରୁ ସମ୍ବର୍ଦ୍ଧନା ଦିଆଯିବ ବୋଲି କର୍ତ୍ତୃପକ୍ଷ ସୂଚନା ଦେଇଛନ୍ତି। ଅନୁତ୍ତୀର୍ଣ୍ଣ ଛାତ୍ରଛାତ୍ରୀଙ୍କ ପାଇଁ ବିଶେଷ ପରୀକ୍ଷା ଆୟୋଜନ କରାଯିବ।: [8, 1721, 188, 1914]
- ssa-sign-2: Sd/- District Project Coordinator, RTE-SSA, Nayagarh: [466, 1553, 745, 1565]
- nbcc-body: On behalf of Governor of Odisha, NBCC (INDIA) Ltd invites bid in electronic tendering system for construction of Roads and Bridges and maintenance (for 5 years) of roads under Pradhan Mantri Gram Sadak Yojana packages, in different locations of Balugula Division of Phulbani (Khandamal) District, from the eligible & reputed Contractors registered in appropriate classes with RCD/RD/RW Dr/Odisha/any other States/CPWD/MES/Road Construction Department/Central Government/PSUs. The detailed Tender Documents will be available in the website www.pmgsytenders.gov.in from 02.05.2017. Last date and time of submission is 24.05.2017 up to 1500 Hrs. Corrigendum/Addendum if any, to this notice would appear only on above website and not be published.: [1141, 620, 1489, 681]
- kalahandi-bar: Tender Call Notice: [1235, 739, 1395, 761]
- ganjam-sign-2: OSCSC Ltd., Ganjam: [924, 2275, 1044, 2289]
- kalahandi-sign-2: OSCSC Ltd., Kalahandi: [1296, 1401, 1429, 1415]
- table-header-row: [206, 1720, 747, 1741]
- kalahandi-date: Dt. 26.4.17: [1432, 823, 1487, 835]
- notice-cooperative: [382, 722, 754, 970]
- headline-temperature: ଚାନ୍ଦବାଲିରେ ତାପମାତ୍ରା ୪୦ ଡିଗ୍ରୀ: [8, 550, 387, 583]
- masthead-rule: [0, 86, 1500, 88]
- ssa-logo-text: ସର୍ବ ଶିକ୍ଷା ଅଭିଯାନ: [397, 1179, 490, 1194]
- schedule-label: Date of opening of Technical Bid: [766, 2150, 980, 2164]
- kalahandi-body-4: Interested firms / companies / persons will have to submit the tender documents through registered post/ speed post/ courier service only as per the procedure prescribed in the tender document to the following address. Tender document sent other than the above mode shall not be entertained in any circumstances. The Corporation shall not be responsible for any postal/ courier delay. Tender paper received after the schedule date & time shall not be considered.: [1141, 1031, 1489, 1121]
- rule-left-1: [8, 543, 378, 544]
- fisheries-bar: TENDER CALL NOTICE: [763, 1187, 1119, 1209]
- story-medical-col3: ସ୍ଥାନୀୟ ଲୋକେ ଶୀଘ୍ର ମରାମତି ଦାବି କରିଛନ୍ତି। ବିଦ୍ୟୁତ୍ ବିଭାଗକୁ ଚିଠି ଲେଖାଯାଇଛି ବୋଲି ହସ୍ପିଟାଲ ପକ୍ଷରୁ କୁହାଯାଇଛି।: [758, 599, 938, 657]
- panchayat-title: PANCHAYAT SAMITI, DHANKAUDA: [201, 1595, 751, 1621]
- masthead-divider: [100, 10, 102, 72]
- headline-pass: ପାଶ୍ ହାର ୮୪%: [8, 1676, 181, 1709]
- table-cell: Rs. 6,000/- + Rs. 300/-: [648, 1741, 746, 1762]
- photo-figure-2: [486, 268, 532, 444]
- nbcc-date: Dt. 28.04.2017: [1440, 609, 1487, 616]
- headline-roshoya: ରୋଷେୟା ସମ୍ମିଳନୀ: [8, 96, 224, 129]
- masthead-year: ୨୦୧୭: [12, 46, 64, 71]
- cdmo-body: Sealed Tenders invited from the interested bidders for "Diet, Cleaning & Security Service of DHH, Jagatsinghpur and Manpower Services of Jagatsinghpur District" has been hoisted in the District Website.: [392, 1036, 742, 1095]
- rnb-bar: E-procurement Tender Call Notice No.1 of 2017-18: [763, 825, 1119, 845]
- cdmo-notice-bar: TENDER CALL NOTICE: [388, 1004, 750, 1030]
- agriculture-sign-1: Director of Agriculture &: [1333, 2229, 1485, 2244]
- schedule-label: Last Date for receipt of Tender Document: [766, 2136, 980, 2150]
- story-medical-col2: ରାତିରେ ଅନ୍ଧାର ଯୋଗୁଁ ଚୋରି ଘଟଣା ବଢ଼ିଛି। ବାରମ୍ବାର ଅଭିଯୋଗ ସତ୍ତ୍ୱେ କର୍ତ୍ତୃପକ୍ଷ ପଦକ୍ଷେପ ନେଉନାହାନ୍ତି ବୋଲି ଅଭିଯୋଗ।: [570, 599, 750, 657]
- table-cell: "B" & "C" Class: [543, 1762, 606, 1783]
- schedule-value: By 04.05.2017 up to 5 P.M.: [1309, 1241, 1488, 1266]
- headline-main: 'ଘଣ୍ଟ ଘୋଡ଼ାଉଛି ପୋଲିସ': [196, 94, 762, 157]
- kalahandi-schedule: [1141, 1215, 1489, 1294]
- cooperative-body: ଓଡ଼ିଶା ସମବାୟ ସହର ଓ ଶେଣୀ ମହାସଂଘ (ଫେଡେରେଟ୍) ଲିଃର ବାର୍ଷିକ ସାଧାରଣ ସଭା ତା ୩୧.୦୫.୨୦୧୭ ରିଖ ବୁଧବାର ପୂର୍ବାହ୍ନ ୧୧ ଘଟିକା ସମୟରେ ସଂଘର ମୁଖ୍ୟ କାର୍ଯ୍ୟାଳୟରେ ଅନୁଷ୍ଠିତ ହେବ। ସମସ୍ତ ସଦସ୍ୟ ଓ ପ୍ରତିନିଧିଙ୍କୁ ଯଥାସମୟରେ ଉପସ୍ଥିତ ରହିବାକୁ ଅନୁରୋଧ କରାଯାଉଛି। ସଭାରେ ଗତ ବର୍ଷର ହିସାବ ଅନୁମୋଦନ ଓ ଆଗାମୀ ବର୍ଷର ବଜେଟ୍ ଆଲୋଚନା କରାଯିବ। କୋରମ ଅଭାବରେ ସଭା ସ୍ଥଗିତ ହେଲେ ଅଧଘଣ୍ଟା ପରେ ସେହି ସ୍ଥାନରେ ପୁନଃ ସଭା ଅନୁଷ୍ଠିତ ହେବ।: [391, 790, 747, 871]
- ssa-format-table-wrap: [213, 1379, 739, 1447]
- schedule-label: Period of sale of Tender Document: [766, 2122, 980, 2136]
- notice-panchayat: [196, 1590, 754, 2308]
- registration-yellow-1: [296, 2318, 310, 2332]
- schedule-value: On 08.05.2017 at 11 A.M.: [1309, 1280, 1488, 1294]
- masthead: [0, 0, 1500, 86]
- registration-grey-4: [1400, 2318, 1426, 2330]
- panchayat-col-value: Approximate value of work (Rs.): [380, 1720, 469, 1741]
- photo-meeting: [1134, 140, 1494, 362]
- kalahandi-ref: No. 1802 /: [1141, 823, 1193, 835]
